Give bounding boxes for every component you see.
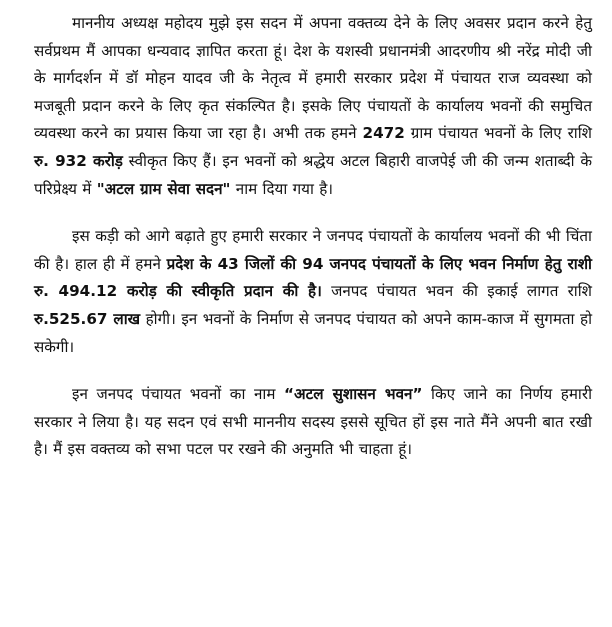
atal-sushasan-bhavan-name: “अटल सुशासन भवन” (284, 385, 423, 404)
paragraph-3-text: इन जनपद पंचायत भवनों का नाम (72, 385, 285, 404)
paragraph-1-text: माननीय अध्यक्ष महोदय मुझे इस सदन में अपना वक्तव्य देने के लिए अवसर प्रदान करने हेतु सर्वप्रथम मैं आपका धन्यवाद ज्ञापित करता हूं। देश के यशस्वी प्रधानमंत्री आदरणीय श्री नरेंद्र मोदी जी के मार्गदर्शन में डॉ मोहन यादव जी के नेतृत्व में हमारी सरकार प्रदेश में पंचायत राज व्यवस्था को मजबूती प्रदान करने के लिए कृत संकल्पित है। इसके लिए पंचायतों के कार्यालय भवनों की समुचित व्यवस्था करने का प्रयास किया जा रहा है। अभी तक हमने (34, 14, 592, 143)
paragraph-3-text: किए जाने का निर्णय हमारी सरकार ने लिया है। यह सदन एवं सभी माननीय सदस्य इससे सूचित हों इस नाते मैंने अपनी बात रखी है। मैं इस वक्तव्य को सभा पटल पर रखने की अनुमति भी चाहता हूं। (34, 385, 593, 459)
gram-panchayat-count: 2472 (362, 124, 405, 143)
paragraph-2 (34, 223, 592, 361)
paragraph-2-text: जनपद पंचायत भवन की इकाई लागत राशि (321, 282, 593, 301)
gram-panchayat-amount: रु. 932 करोड़ (34, 151, 123, 170)
paragraph-1 (34, 10, 592, 203)
paragraph-1-text: नाम दिया गया है। (230, 179, 334, 198)
atal-gram-seva-sadan-name: "अटल ग्राम सेवा सदन" (96, 179, 231, 198)
paragraph-2-text: इस कड़ी को आगे बढ़ाते हुए हमारी सरकार ने जनपद पंचायतों के कार्यालय भवनों की भी चिंता की है। हाल ही में हमने (34, 227, 592, 273)
paragraph-1-text: स्वीकृत किए हैं। इन भवनों को श्रद्धेय अटल बिहारी वाजपेई जी की जन्म शताब्दी के परिप्रेक्ष्य में (34, 151, 592, 198)
janpad-sanction-statement: प्रदेश के 43 जिलों की 94 जनपद पंचायतों के लिए भवन निर्माण हेतु राशी रु. 494.12 करोड़ की स्वीकृति प्रदान की है। (34, 254, 592, 301)
paragraph-2-text: होगी। इन भवनों के निर्माण से जनपद पंचायत को अपने काम-काज में सुगमता हो सकेगी। (34, 309, 592, 356)
paragraph-1-text: ग्राम पंचायत भवनों के लिए राशि (404, 124, 593, 143)
paragraph-3 (34, 381, 592, 464)
unit-cost-amount: रु.525.67 लाख (34, 309, 141, 328)
